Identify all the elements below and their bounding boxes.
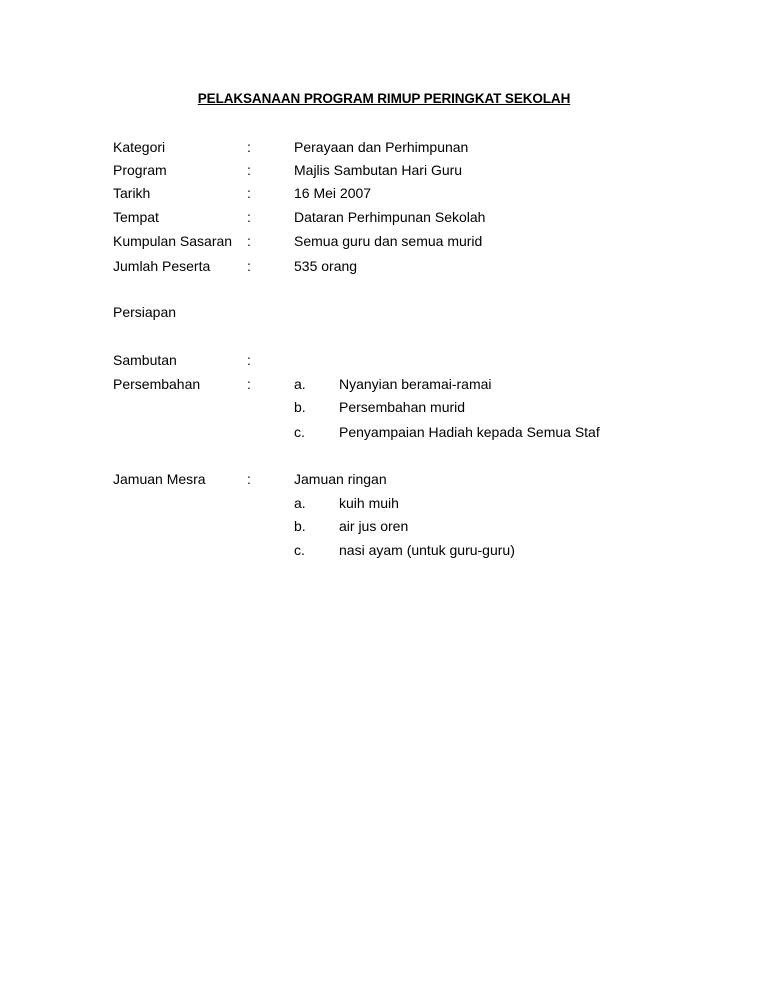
jamuan-colon: : (247, 471, 251, 487)
list-letter: b. (294, 518, 306, 534)
jamuan-value: Jamuan ringan (294, 471, 387, 487)
detail-colon: : (247, 162, 251, 178)
detail-row-kategori (0, 137, 768, 157)
detail-row-jumlah-peserta (0, 256, 768, 276)
list-item-text: Penyampaian Hadiah kepada Semua Staf (339, 424, 600, 440)
detail-label: Jumlah Peserta (113, 258, 211, 274)
jamuan-item-row (0, 516, 768, 536)
detail-value: Perayaan dan Perhimpunan (294, 139, 469, 155)
detail-label: Tempat (113, 209, 159, 225)
detail-row-kumpulan-sasaran (0, 231, 768, 251)
persembahan-colon: : (247, 376, 251, 392)
persembahan-row (0, 374, 768, 394)
list-item-text: kuih muih (339, 495, 399, 511)
detail-label: Program (113, 162, 167, 178)
persiapan-heading-row (0, 302, 768, 322)
detail-label: Kategori (113, 139, 166, 155)
list-letter: c. (294, 424, 305, 440)
sambutan-row (0, 350, 768, 370)
persiapan-heading: Persiapan (113, 304, 177, 320)
document-title: PELAKSANAAN PROGRAM RIMUP PERINGKAT SEKOLAH (197, 91, 571, 106)
sambutan-label: Sambutan (113, 352, 177, 368)
persembahan-item-row (0, 397, 768, 417)
jamuan-item-row (0, 493, 768, 513)
list-letter: b. (294, 399, 306, 415)
persembahan-item-row (0, 422, 768, 442)
list-letter: a. (294, 495, 306, 511)
list-item-text: Persembahan murid (339, 399, 466, 415)
detail-value: Majlis Sambutan Hari Guru (294, 162, 463, 178)
detail-row-program (0, 160, 768, 180)
detail-label: Kumpulan Sasaran (113, 233, 233, 249)
detail-value: Dataran Perhimpunan Sekolah (294, 209, 486, 225)
list-item-text: nasi ayam (untuk guru-guru) (339, 542, 515, 558)
list-letter: c. (294, 542, 305, 558)
detail-colon: : (247, 209, 251, 225)
detail-colon: : (247, 258, 251, 274)
detail-colon: : (247, 139, 251, 155)
detail-colon: : (247, 233, 251, 249)
jamuan-label: Jamuan Mesra (113, 471, 206, 487)
detail-colon: : (247, 185, 251, 201)
persembahan-label: Persembahan (113, 376, 201, 392)
sambutan-colon: : (247, 352, 251, 368)
detail-value: 16 Mei 2007 (294, 185, 372, 201)
detail-value: Semua guru dan semua murid (294, 233, 483, 249)
detail-label: Tarikh (113, 185, 151, 201)
list-item-text: Nyanyian beramai-ramai (339, 376, 492, 392)
detail-value: 535 orang (294, 258, 358, 274)
jamuan-item-row (0, 540, 768, 560)
list-letter: a. (294, 376, 306, 392)
list-item-text: air jus oren (339, 518, 409, 534)
detail-row-tarikh (0, 183, 768, 203)
jamuan-row (0, 469, 768, 489)
detail-row-tempat (0, 207, 768, 227)
